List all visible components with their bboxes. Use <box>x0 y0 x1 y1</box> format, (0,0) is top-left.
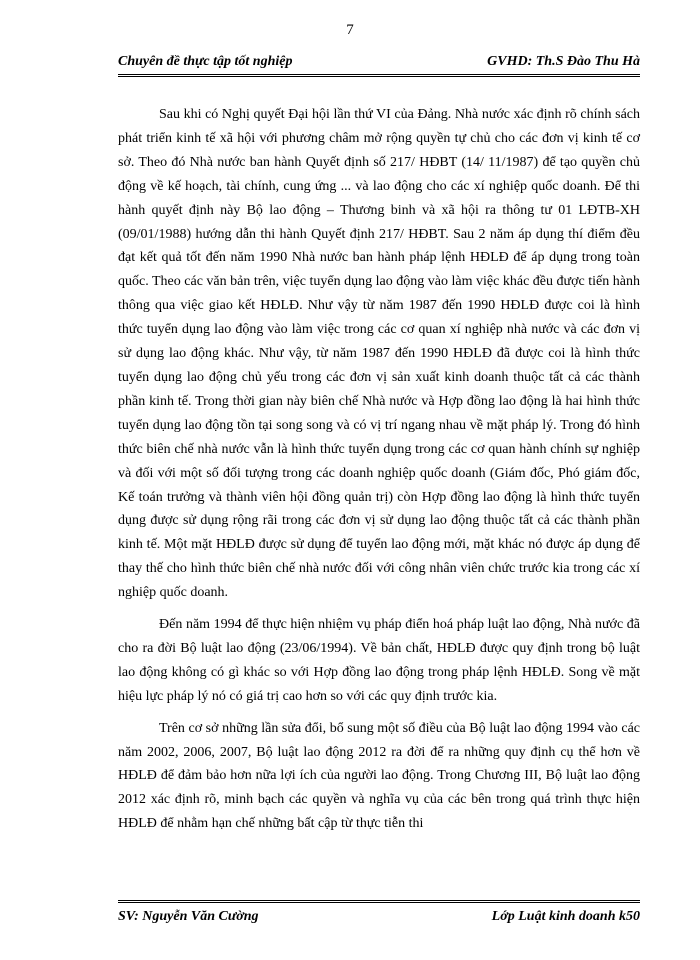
page-header <box>118 52 640 77</box>
page-footer <box>118 900 640 929</box>
body-paragraph: Trên cơ sở những lần sửa đổi, bổ sung một số điều của Bộ luật lao động 1994 vào các năm 2002, 2006, 2007, Bộ luật lao động 2012 ra đời để ra những quy định cụ thể hơn về HĐLĐ để đảm bảo hơn nữa lợi ích của người lao động. Trong Chương III, Bộ luật lao động 2012 xác định rõ, minh bạch các quyền và nghĩa vụ của các bên trong quá trình thực hiện HĐLĐ để nhằm hạn chế những bất cập từ thực tiễn thi <box>118 720 640 832</box>
header-title: Chuyên đề thực tập tốt nghiệp <box>118 54 293 69</box>
body-paragraph: Đến năm 1994 để thực hiện nhiệm vụ pháp điển hoá pháp luật lao động, Nhà nước đã cho ra đời Bộ luật lao động (23/06/1994). Về bản chất, HĐLĐ được quy định trong bộ luật lao động không có gì khác so với Hợp đồng lao động trong pháp lệnh HĐLĐ. Song về mặt hiệu lực pháp lý nó có giá trị cao hơn so với các quy định trước kia. <box>118 617 640 704</box>
document-body <box>118 103 640 844</box>
footer-student: SV: Nguyễn Văn Cường <box>118 909 259 924</box>
footer-class: Lớp Luật kinh doanh k50 <box>491 909 640 924</box>
body-paragraph: Sau khi có Nghị quyết Đại hội lần thứ VI của Đảng. Nhà nước xác định rõ chính sách phát triển kinh tế xã hội với phương châm mở rộng quyền tự chủ cho các đơn vị kinh tế cơ sở. Theo đó Nhà nước ban hành Quyết định số 217/ HĐBT (14/ 11/1987) để tạo quyền chủ động về kế hoạch, tài chính, cung ứng ... và lao động cho các xí nghiệp quốc doanh. Để thi hành quyết định này Bộ lao động – Thương binh và xã hội ra thông tư 01 LĐTB-XH (09/01/1988) hướng dẫn thi hành Quyết định 217/ HĐBT. Sau 2 năm áp dụng thí điểm đều đạt kết quả tốt đến năm 1990 Nhà nước ban hành pháp lệnh HĐLĐ để áp dụng trong toàn quốc. Theo các văn bản trên, việc tuyển dụng lao động vào làm việc khác đều được tiến hành thông qua việc giao kết HĐLĐ. Như vậy từ năm 1987 đến 1990 HĐLĐ được coi là hình thức tuyển dụng lao động vào làm việc trong các cơ quan xí nghiệp nhà nước và các đơn vị sử dụng lao động khác. Như vậy, từ năm 1987 đến 1990 HĐLĐ đã được coi là hình thức tuyển dụng lao động chủ yếu trong các đơn vị sản xuất kinh doanh thuộc tất cả các thành phần kinh tế. Trong thời gian này biên chế Nhà nước và Hợp đồng lao động là hai hình thức tuyển dụng lao động tồn tại song song và có vị trí ngang nhau về mặt pháp lý. Trong đó hình thức biên chế nhà nước vẫn là hình thức tuyển dụng trong các cơ quan hành chính sự nghiệp và đối với một số đối tượng trong các doanh nghiệp quốc doanh (Giám đốc, Phó giám đốc, Kế toán trưởng và thành viên hội đồng quản trị) còn Hợp đồng lao động là hình thức tuyển dụng được sử dụng rộng rãi trong các đơn vị sử dụng lao động thuộc tất cả các thành phần kinh tế. Một mặt HĐLĐ được sử dụng để tuyển lao động mới, mặt khác nó được áp dụng để thay thế cho hình thức biên chế nhà nước đối với công nhân viên chức trước kia trong các xí nghiệp quốc doanh. <box>118 107 640 601</box>
page-number: 7 <box>346 22 354 38</box>
header-supervisor: GVHD: Th.S Đào Thu Hà <box>487 54 640 69</box>
